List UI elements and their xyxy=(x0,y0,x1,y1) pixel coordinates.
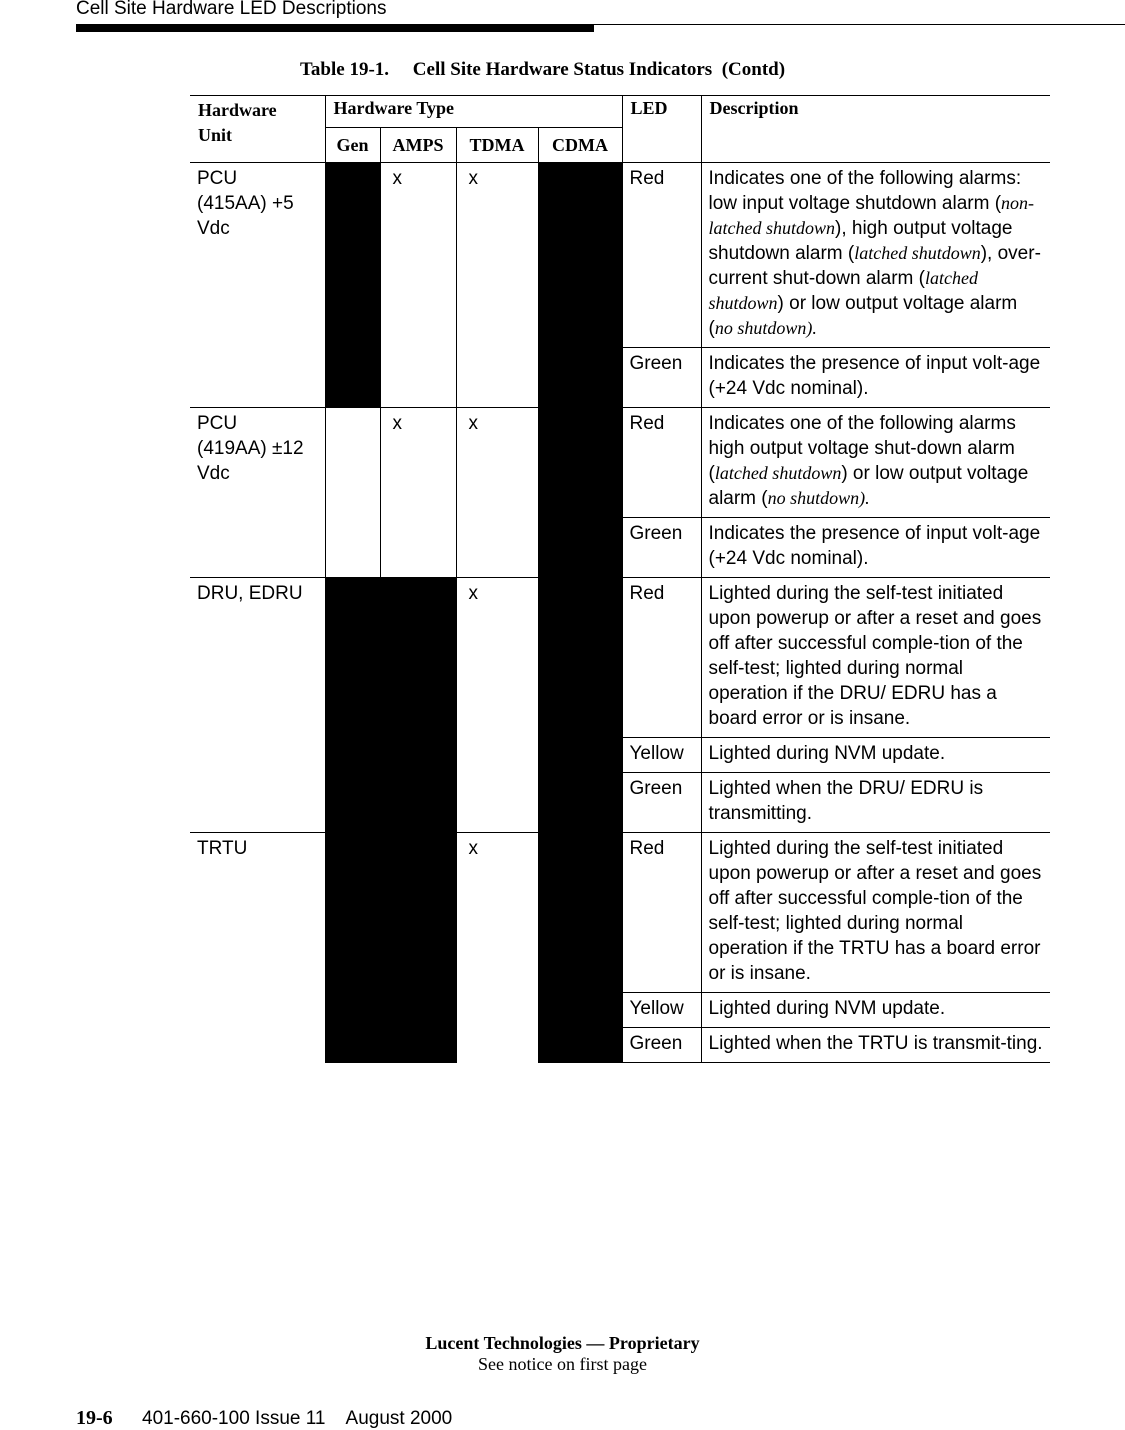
table-row xyxy=(190,408,1050,518)
header-hardware-type: Hardware Type xyxy=(325,96,622,128)
cell-description: Lighted when the DRU/ EDRU is transmitting. xyxy=(701,773,1050,833)
cell-tdma: x xyxy=(456,163,538,408)
page-number: 19-6 xyxy=(76,1407,113,1429)
cell-amps: x xyxy=(380,163,456,408)
cell-hardware-unit: DRU, EDRU xyxy=(190,578,325,833)
running-head: Cell Site Hardware LED Descriptions xyxy=(76,0,387,19)
cell-cdma-shaded xyxy=(538,163,622,408)
table-row xyxy=(190,578,1050,738)
footer-notice: See notice on first page xyxy=(478,1354,647,1374)
cell-description: Lighted when the TRTU is transmit-ting. xyxy=(701,1028,1050,1063)
header-hardware-unit: Hardware Unit xyxy=(190,96,325,163)
cell-led: Green xyxy=(622,773,701,833)
cell-led: Red xyxy=(622,833,701,993)
cell-gen-shaded xyxy=(325,578,380,833)
table-row xyxy=(190,833,1050,993)
cell-amps-shaded xyxy=(380,833,456,1063)
header-description: Description xyxy=(701,96,1050,163)
cell-hardware-unit: PCU (419AA) ±12 Vdc xyxy=(190,408,325,578)
cell-description: Lighted during NVM update. xyxy=(701,738,1050,773)
footer-company: Lucent Technologies — Proprietary xyxy=(425,1333,700,1353)
cell-tdma: x xyxy=(456,408,538,578)
cell-amps-shaded xyxy=(380,578,456,833)
header-gen: Gen xyxy=(325,128,380,163)
header-tdma: TDMA xyxy=(456,128,538,163)
cell-led: Red xyxy=(622,408,701,518)
header-amps: AMPS xyxy=(380,128,456,163)
cell-cdma-shaded xyxy=(538,578,622,833)
cell-amps: x xyxy=(380,408,456,578)
cell-hardware-unit: PCU (415AA) +5 Vdc xyxy=(190,163,325,408)
table-caption: Table 19-1. Cell Site Hardware Status Indicators (Contd) xyxy=(300,59,786,80)
cell-gen-shaded xyxy=(325,833,380,1063)
header-cdma: CDMA xyxy=(538,128,622,163)
cell-led: Green xyxy=(622,348,701,408)
cell-description: Indicates one of the following alarms: low input voltage shutdown alarm (non-latched shutdown), high output voltage shutdown alarm (latched shutdown), over-current shut-down alarm (latched shutdown) or low output voltage alarm (no shutdown). xyxy=(701,163,1050,348)
cell-tdma: x xyxy=(456,578,538,833)
status-indicator-table xyxy=(190,95,1050,1063)
cell-led: Red xyxy=(622,578,701,738)
document-info: 401-660-100 Issue 11 August 2000 xyxy=(142,1408,453,1429)
cell-led: Yellow xyxy=(622,993,701,1028)
cell-description: Lighted during the self-test initiated upon powerup or after a reset and goes off after successful comple-tion of the self-test; lighted during normal operation if the DRU/ EDRU has a board error or is insane. xyxy=(701,578,1050,738)
cell-led: Red xyxy=(622,163,701,348)
cell-gen-shaded xyxy=(325,163,380,408)
cell-description: Lighted during NVM update. xyxy=(701,993,1050,1028)
cell-led: Green xyxy=(622,518,701,578)
cell-description: Indicates one of the following alarms high output voltage shut-down alarm (latched shutdown) or low output voltage alarm (no shutdown). xyxy=(701,408,1050,518)
cell-led: Yellow xyxy=(622,738,701,773)
cell-tdma: x xyxy=(456,833,538,1063)
cell-description: Indicates the presence of input volt-age (+24 Vdc nominal). xyxy=(701,518,1050,578)
header-led: LED xyxy=(622,96,701,163)
cell-cdma-shaded xyxy=(538,833,622,1063)
cell-cdma-shaded xyxy=(538,408,622,578)
cell-description: Indicates the presence of input volt-age (+24 Vdc nominal). xyxy=(701,348,1050,408)
cell-led: Green xyxy=(622,1028,701,1063)
cell-description: Lighted during the self-test initiated upon powerup or after a reset and goes off after successful comple-tion of the self-test; lighted during normal operation if the TRTU has a board error or is insane. xyxy=(701,833,1050,993)
header-rule-thick xyxy=(76,25,594,32)
table-row xyxy=(190,163,1050,348)
cell-hardware-unit: TRTU xyxy=(190,833,325,1063)
cell-gen xyxy=(325,408,380,578)
